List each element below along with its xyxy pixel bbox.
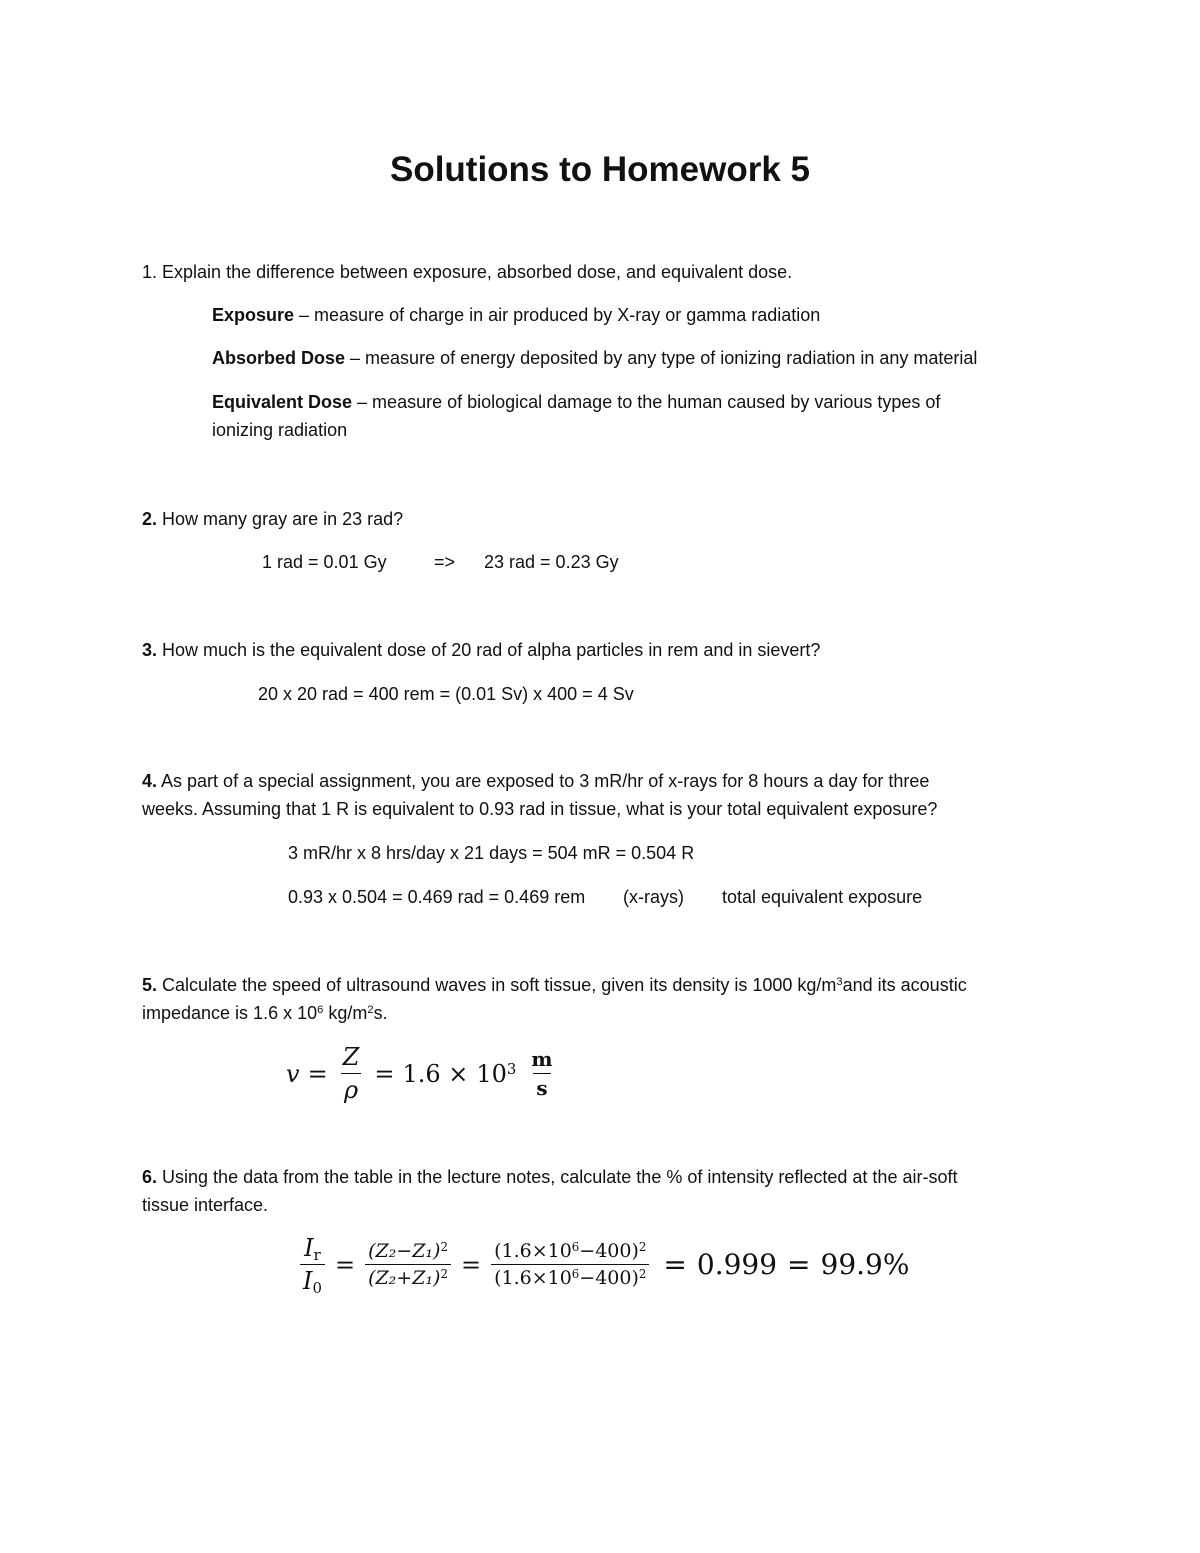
- math-base: 10: [476, 1059, 507, 1088]
- math-exponent: 2: [638, 1267, 647, 1282]
- question-text: How much is the equivalent dose of 20 rad of alpha particles in rem and in sievert?: [162, 640, 821, 660]
- answer-4-line-2: 0.93 x 0.504 = 0.469 rad = 0.469 rem: [288, 887, 586, 907]
- math-variable: v: [286, 1059, 300, 1088]
- fraction-numerator: m: [531, 1047, 553, 1071]
- math-operator: =: [307, 1059, 328, 1088]
- math-exponent: 6: [571, 1267, 580, 1282]
- question-number: 5.: [142, 975, 158, 995]
- definition-text: – measure of charge in air produced by X-ray or gamma radiation: [294, 305, 821, 325]
- question-text: impedance is 1.6 x 10: [142, 1003, 318, 1023]
- result-value: 0.999: [696, 1248, 778, 1281]
- fraction-numerator: Z: [342, 1043, 360, 1071]
- question-text: Calculate the speed of ultrasound waves in soft tissue, given its density is 1000 kg/m: [162, 975, 837, 995]
- answer-2-arrow: =>: [434, 552, 456, 572]
- unit-fraction: [528, 1047, 555, 1100]
- fraction-numerator: [491, 1240, 649, 1264]
- question-number: 1.: [142, 262, 158, 282]
- result-percent: 99.9%: [820, 1248, 910, 1281]
- question-4-line-2: weeks. Assuming that 1 R is equivalent to 0.93 rad in tissue, what is your total equivalent exposure?: [142, 799, 938, 819]
- math-exponent: 2: [440, 1240, 448, 1255]
- equation-5: [286, 1043, 560, 1104]
- answer-4-note: (x-rays): [623, 887, 684, 907]
- question-text: How many gray are in 23 rad?: [162, 509, 404, 529]
- question-5: [142, 971, 967, 1002]
- math-operator: =: [374, 1059, 395, 1088]
- question-text: kg/m: [328, 1003, 368, 1023]
- question-text: As part of a special assignment, you are exposed to 3 mR/hr of x-rays for 8 hours a day for three: [161, 771, 930, 791]
- math-fraction: [300, 1234, 325, 1298]
- math-operator: =: [334, 1250, 356, 1279]
- question-1: [142, 258, 792, 286]
- answer-4-label: total equivalent exposure: [722, 887, 923, 907]
- definition-continuation: ionizing radiation: [212, 420, 348, 440]
- question-5-line-2: [142, 999, 388, 1030]
- math-operator: =: [787, 1248, 811, 1281]
- answer-4-line-1: 3 mR/hr x 8 hrs/day x 21 days = 504 mR = 0.504 R: [288, 843, 695, 863]
- math-operator: =: [460, 1250, 482, 1279]
- math-fraction: [365, 1240, 451, 1289]
- fraction-denominator: s: [533, 1073, 550, 1100]
- math-mantissa: 1.6 ×: [402, 1059, 469, 1088]
- math-variable: I: [303, 1267, 313, 1295]
- answer-3: 20 x 20 rad = 400 rem = (0.01 Sv) x 400 = 4 Sv: [258, 684, 634, 704]
- superscript: 3: [836, 976, 843, 989]
- math-expression: −400): [579, 1267, 639, 1289]
- question-6-line-2: tissue interface.: [142, 1195, 269, 1215]
- math-variable: I: [304, 1234, 314, 1262]
- answer-2-left: 1 rad = 0.01 Gy: [262, 552, 387, 572]
- math-expression: −400): [579, 1240, 639, 1262]
- definition-text: – measure of biological damage to the human caused by various types of: [352, 392, 941, 412]
- question-text: s.: [373, 1003, 388, 1023]
- equation-6: [296, 1234, 910, 1298]
- math-exponent: 2: [638, 1240, 647, 1255]
- superscript: 2: [367, 1004, 374, 1017]
- question-2: [142, 505, 403, 533]
- fraction-numerator: [365, 1240, 451, 1264]
- question-6: [142, 1163, 957, 1191]
- math-expression: (Z₂−Z₁): [368, 1240, 441, 1262]
- superscript: 6: [317, 1004, 324, 1017]
- math-fraction: [340, 1043, 363, 1104]
- fraction-denominator: [365, 1264, 451, 1289]
- question-number: 2.: [142, 509, 158, 529]
- question-text: Explain the difference between exposure, absorbed dose, and equivalent dose.: [162, 262, 793, 282]
- question-number: 4.: [142, 771, 158, 791]
- math-exponent: 6: [571, 1240, 580, 1255]
- fraction-denominator: [491, 1264, 649, 1289]
- answer-2-right: 23 rad = 0.23 Gy: [484, 552, 619, 572]
- question-text: and its acoustic: [842, 975, 967, 995]
- math-exponent: 3: [506, 1060, 517, 1079]
- math-fraction: [491, 1240, 649, 1289]
- definition-equivalent-dose: [212, 388, 940, 416]
- question-text: Using the data from the table in the lecture notes, calculate the % of intensity reflected at the air-soft: [162, 1167, 958, 1187]
- definition-term: Absorbed Dose: [212, 348, 346, 368]
- definition-text: – measure of energy deposited by any type of ionizing radiation in any material: [345, 348, 978, 368]
- fraction-numerator: [301, 1234, 324, 1264]
- definition-term: Equivalent Dose: [212, 392, 353, 412]
- question-number: 3.: [142, 640, 158, 660]
- question-4: [142, 767, 929, 795]
- definition-absorbed-dose: [212, 344, 977, 372]
- math-expression: (1.6×10: [494, 1267, 572, 1289]
- fraction-denominator: ρ: [341, 1073, 361, 1104]
- math-exponent: 2: [440, 1267, 448, 1282]
- fraction-denominator: [300, 1264, 325, 1298]
- math-operator: =: [663, 1248, 687, 1281]
- question-number: 6.: [142, 1167, 158, 1187]
- math-expression: (1.6×10: [494, 1240, 572, 1262]
- math-subscript: 0: [312, 1279, 322, 1298]
- definition-exposure: [212, 301, 820, 329]
- page-title: Solutions to Homework 5: [389, 150, 811, 189]
- math-expression: (Z₂+Z₁): [368, 1267, 441, 1289]
- definition-term: Exposure: [212, 305, 295, 325]
- question-3: [142, 636, 820, 664]
- math-power: [476, 1060, 516, 1088]
- math-subscript: r: [313, 1246, 321, 1265]
